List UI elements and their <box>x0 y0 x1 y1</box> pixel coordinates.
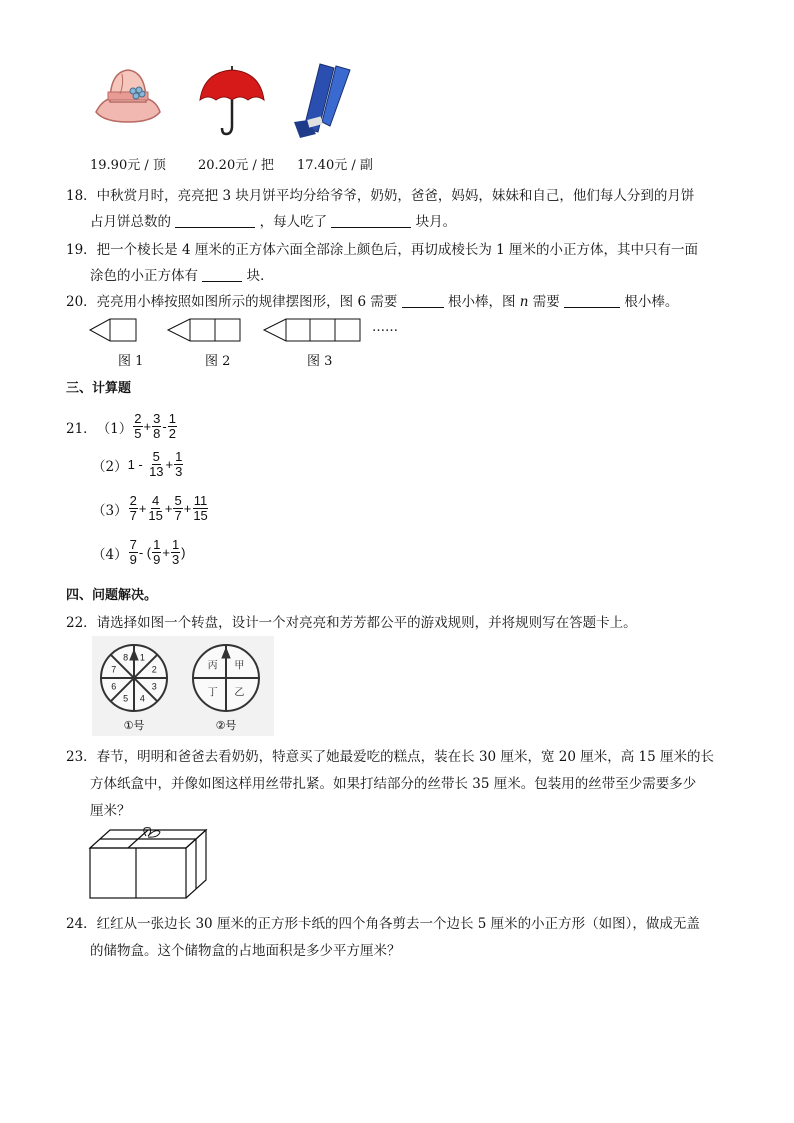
ribbon-box-figure <box>88 826 210 900</box>
q19-text-a: 涂色的小正方体有 <box>90 268 198 284</box>
figure-3 <box>264 319 360 341</box>
ellipsis: …… <box>372 320 398 335</box>
umbrella-price: 20.20元 / 把 <box>198 158 274 173</box>
wheel-2-label: 甲 <box>234 660 245 672</box>
fraction: $\frac{7}{9}$ <box>129 537 137 567</box>
q21-3-label: （3） <box>92 502 128 519</box>
q20-variable-n: n <box>519 294 529 310</box>
q24-line1: 24．红红从一张边长 30 厘米的正方形卡纸的四个角各剪去一个边长 5 厘米的小正方形（如图），做成无盖 <box>66 916 700 932</box>
fraction: $\frac{3}{8}$ <box>153 411 161 441</box>
q18-text-c: 块月。 <box>415 214 457 230</box>
figure-1 <box>90 319 136 341</box>
fraction: $\frac{2}{5}$ <box>134 411 142 441</box>
q20-text-2: 根小棒，图 <box>447 294 516 310</box>
caption-fig3: 图 3 <box>307 354 333 369</box>
q24-line2: 的储物盒。这个储物盒的占地面积是多少平方厘米？ <box>90 943 401 959</box>
q19-blank[interactable] <box>202 267 242 282</box>
wheel-1-number: 7 <box>111 664 117 675</box>
wheel-1-number: 6 <box>111 681 117 692</box>
fraction: $\frac{5}{13}$ <box>149 449 164 479</box>
q20-blank-2[interactable] <box>564 293 620 308</box>
q21-1-label: （1） <box>96 420 133 437</box>
q23-line1: 23．春节，明明和爸爸去看奶奶，特意买了她最爱吃的糕点，装在长 30 厘米，宽 20 厘米，高 15 厘米的长 <box>66 749 714 765</box>
figure-2 <box>168 319 240 341</box>
umbrella-icon <box>198 64 266 136</box>
wheel-1-number: 4 <box>139 693 145 704</box>
q21-item-3: （3） $\frac{2}{7}$ + $\frac{4}{15}$ + $\frac{5}{7}$ + $\frac{11}{15}$ <box>92 493 208 523</box>
q19-line1: 19．把一个棱长是 4 厘米的正方体六面全部涂上颜色后，再切成棱长为 1 厘米的小正方体，其中只有一面 <box>66 242 699 258</box>
hat-icon <box>92 64 164 134</box>
fraction: $\frac{1}{9}$ <box>153 537 161 567</box>
fraction: $\frac{11}{15}$ <box>193 493 208 523</box>
q20-text-4: 根小棒。 <box>624 294 679 310</box>
wheel-1 <box>101 645 167 711</box>
q18-blank-1[interactable] <box>175 213 255 228</box>
q20-text-1: 20．亮亮用小棒按照如图所示的规律摆图形，图 6 需要 <box>66 294 398 310</box>
wheel-1-number: 1 <box>139 652 145 663</box>
q21-item-1: 21． （1） $\frac{2}{5}$ + $\frac{3}{8}$ - $\frac{1}{2}$ <box>66 411 176 441</box>
q23-line2: 方体纸盒中，并像如图这样用丝带扎紧。如果打结部分的丝带长 35 厘米。包装用的丝带至少需要多少 <box>90 776 697 792</box>
q18-text-b: ，每人吃了 <box>259 214 328 230</box>
section-3-title: 三、计算题 <box>66 381 132 396</box>
q20-blank-1[interactable] <box>402 293 444 308</box>
q21-item-2: （2） 1 - $\frac{5}{13}$ + $\frac{1}{3}$ <box>92 449 183 479</box>
q20-line <box>66 290 678 310</box>
wheel-1-caption: ①号 <box>123 719 145 732</box>
q20-text-3: 需要 <box>532 294 560 310</box>
wheel-2-label: 丙 <box>207 660 218 672</box>
gloves-price: 17.40元 / 副 <box>297 158 373 173</box>
fraction: $\frac{1}{2}$ <box>168 411 176 441</box>
fraction: $\frac{5}{7}$ <box>174 493 182 523</box>
wheel-1-number: 2 <box>151 664 157 675</box>
q21-2-label: （2） <box>92 458 128 475</box>
q18-line2 <box>90 210 456 230</box>
gloves-icon <box>290 62 360 140</box>
wheel-2 <box>193 645 259 711</box>
caption-fig1: 图 1 <box>118 354 144 369</box>
wheel-1-number: 3 <box>151 681 157 692</box>
q21-number: 21． <box>66 420 97 437</box>
wheel-2-label: 乙 <box>234 687 245 699</box>
q18-line1: 18．中秋赏月时，亮亮把 3 块月饼平均分给爷爷，奶奶，爸爸，妈妈，妹妹和自己，他们每人分到的月饼 <box>66 188 695 204</box>
hat-price: 19.90元 / 顶 <box>90 158 166 173</box>
q21-4-label: （4） <box>92 546 128 563</box>
stick-pattern-figures <box>88 316 388 346</box>
fraction: $\frac{1}{3}$ <box>175 449 183 479</box>
wheel-2-label: 丁 <box>207 687 218 699</box>
section-4-title: 四、问题解决。 <box>66 588 158 603</box>
fraction: $\frac{4}{15}$ <box>148 493 163 523</box>
fraction: $\frac{2}{7}$ <box>129 493 137 523</box>
q19-line2 <box>90 264 274 284</box>
fraction: $\frac{1}{3}$ <box>171 537 180 567</box>
q23-line3: 厘米？ <box>90 803 131 819</box>
wheel-1-number: 5 <box>123 693 129 704</box>
q21-item-4: （4） $\frac{7}{9}$ - ( $\frac{1}{9}$ + $\frac{1}{3}$ ) <box>92 537 186 567</box>
q22-text: 22．请选择如图一个转盘，设计一个对亮亮和芳芳都公平的游戏规则，并将规则写在答题卡上。 <box>66 615 637 631</box>
q18-text-a: 占月饼总数的 <box>90 214 171 230</box>
caption-fig2: 图 2 <box>205 354 231 369</box>
wheel-1-number: 8 <box>123 652 129 663</box>
q18-blank-2[interactable] <box>331 213 411 228</box>
q19-text-b: 块． <box>246 268 274 284</box>
spinner-wheels <box>92 636 274 736</box>
wheel-2-caption: ②号 <box>215 719 237 732</box>
